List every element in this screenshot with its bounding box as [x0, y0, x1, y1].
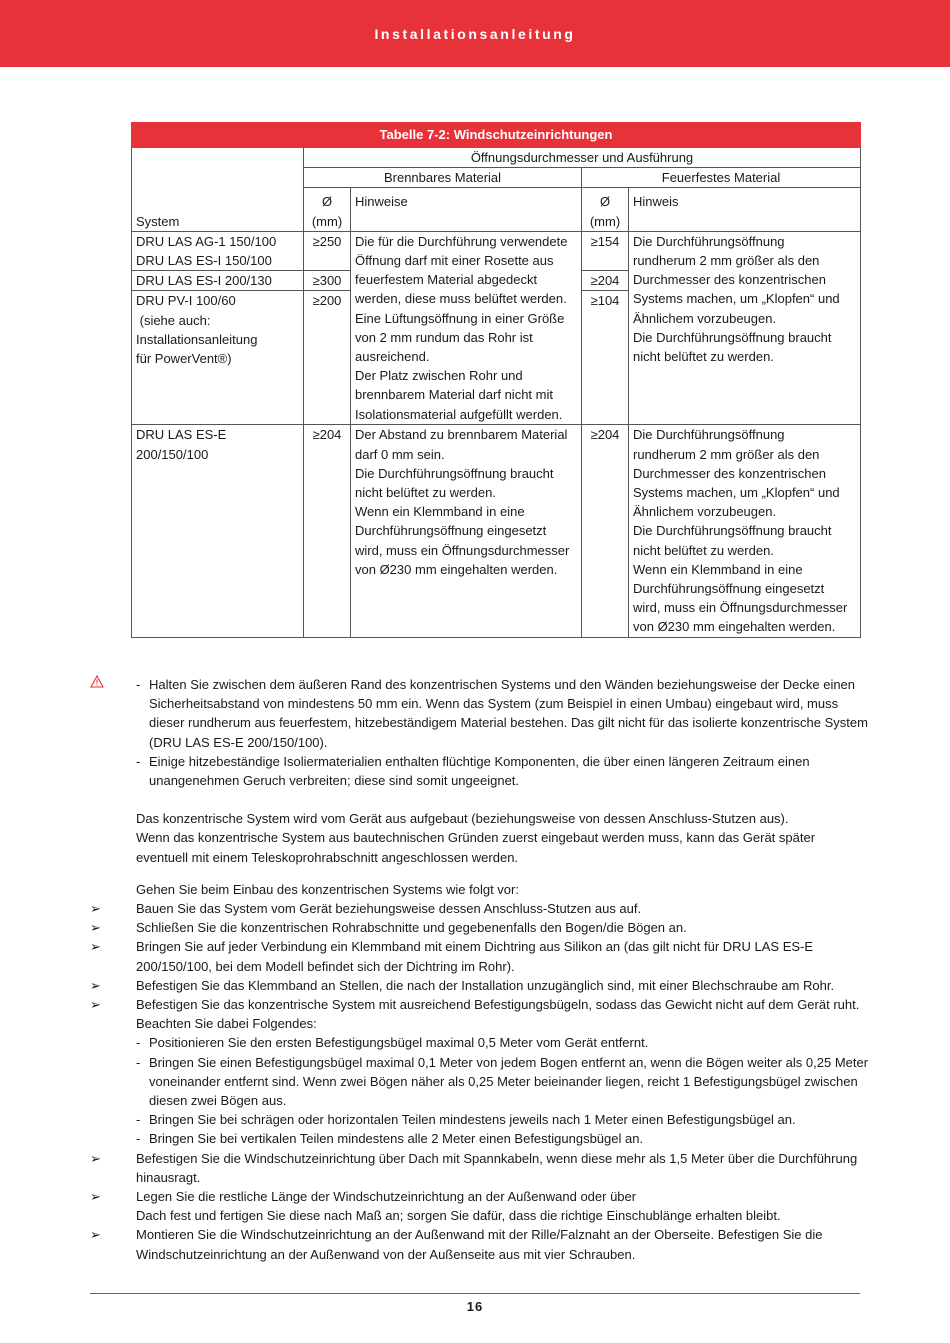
system-cell: DRU LAS ES-I 200/130	[132, 271, 304, 291]
page-number: 16	[466, 1299, 484, 1314]
note-line: Wenn ein Klemmband in eine	[355, 504, 525, 520]
note-line: von 2 mm rundum das Rohr ist	[355, 329, 533, 345]
step-text: Schließen Sie die konzentrischen Rohrabschnitte und gegebenenfalls den Bogen/die Bögen an.	[136, 920, 687, 936]
note-line: Öffnung darf mit einer Rosette aus	[355, 253, 554, 269]
diameter-cell: ≥204	[582, 271, 629, 291]
table-caption: Tabelle 7-2: Windschutzeinrichtungen	[132, 123, 861, 148]
note-line: Der Platz zwischen Rohr und	[355, 368, 523, 384]
note-line: Eine Lüftungsöffnung in einer Größe	[355, 310, 565, 326]
note-line: Die Durchführungsöffnung braucht	[633, 329, 832, 345]
col-group-flammable: Brennbares Material	[304, 168, 582, 188]
note-line: ausreichend.	[355, 349, 430, 365]
note-line: Der Abstand zu brennbarem Material	[355, 427, 568, 443]
step-text: Bringen Sie auf jeder Verbindung ein Klemmband mit einem Dichtring aus Silikon an (das gilt nicht für DRU LAS ES-E 200/150/100, bei dem Modell befindet sich der Dichtring im Rohr).	[136, 939, 814, 974]
note-line: Die für die Durchführung verwendete	[355, 233, 568, 249]
system-note: Installationsanleitung	[136, 331, 258, 347]
note-line: Die Durchführungsöffnung braucht	[355, 465, 554, 481]
step-text: Befestigen Sie die Windschutzeinrichtung über Dach mit Spannkabeln, wenn diese mehr als 1,5 Meter über die Durchführung hinausragt.	[136, 1150, 858, 1185]
header-title: Installationsanleitung	[374, 25, 576, 42]
footer-divider	[90, 1293, 860, 1294]
col-system-label: System	[136, 213, 180, 229]
sub-item: - Bringen Sie bei vertikalen Teilen mindestens alle 2 Meter einen Befestigungsbügel an.	[136, 1129, 870, 1148]
arrow-bullet-icon: ➢	[90, 1150, 101, 1166]
note-line: Ähnlichem vorzubeugen.	[633, 310, 777, 326]
note-line: Wenn ein Klemmband in eine	[633, 561, 803, 577]
step-item	[90, 918, 870, 937]
warning-item: - Halten Sie zwischen dem äußeren Rand des konzentrischen Systems und den Wänden beziehungsweise der Decke einen Sicherheitsabstand von mindestens 50 mm ein. Wenn das System (zum Beispiel in einen Umbau) eingebaut wird, muss dieser rundherum aus feuerfestem, hitzebeständigem Material bestehen. Das gilt nicht für das isolierte konzentrische System (DRU LAS ES-E 200/150/100).	[136, 675, 870, 752]
diameter-cell: ≥204	[304, 425, 351, 637]
note-line: nicht belüftet zu werden.	[633, 542, 774, 558]
table-row	[132, 231, 861, 270]
step-text: Legen Sie die restliche Länge der Windschutzeinrichtung an der Außenwand oder über	[136, 1189, 637, 1205]
note-line: wird, muss ein Öffnungsdurchmesser	[355, 542, 570, 558]
windshield-table	[131, 122, 861, 638]
note-line: von Ø230 mm eingehalten werden.	[633, 619, 836, 635]
arrow-bullet-icon: ➢	[90, 920, 101, 936]
system-name: DRU LAS ES-I 150/100	[136, 253, 272, 269]
system-cell	[132, 231, 304, 270]
system-name: DRU PV-I 100/60	[136, 293, 236, 309]
note-line: Durchmesser des konzentrischen	[633, 272, 826, 288]
note-line: nicht belüftet zu werden.	[355, 485, 496, 501]
arrow-bullet-icon: ➢	[90, 1227, 101, 1243]
diam-unit: (mm)	[311, 213, 343, 229]
note-line: Systems machen, um „Klopfen“ und	[633, 485, 840, 501]
note-line: von Ø230 mm eingehalten werden.	[355, 561, 558, 577]
step-item	[90, 976, 870, 995]
group-header: Öffnungsdurchmesser und Ausführung	[304, 148, 861, 168]
note-line: Isolationsmaterial aufgefüllt werden.	[355, 406, 563, 422]
paragraph	[90, 809, 870, 867]
table-row	[132, 425, 861, 637]
note-line: Durchführungsöffnung eingesetzt	[355, 523, 547, 539]
note-line: wird, muss ein Öffnungsdurchmesser	[633, 600, 848, 616]
system-name: DRU LAS AG-1 150/100	[136, 233, 277, 249]
step-item	[90, 1149, 870, 1187]
step-item	[90, 1225, 870, 1263]
note-cell	[351, 425, 582, 637]
paragraph-line: Das konzentrische System wird vom Gerät aus aufgebaut (beziehungsweise von dessen Anschluss-Stutzen aus).	[136, 811, 789, 827]
diam-unit: (mm)	[589, 213, 621, 229]
col-group-fireproof: Feuerfestes Material	[582, 168, 861, 188]
diam-symbol: Ø	[321, 194, 333, 210]
arrow-bullet-icon: ➢	[90, 997, 101, 1013]
diameter-cell: ≥104	[582, 291, 629, 425]
arrow-bullet-icon: ➢	[90, 939, 101, 955]
note-line: Systems machen, um „Klopfen“ und	[633, 291, 840, 307]
step-item	[90, 995, 870, 1149]
note-line: Ähnlichem vorzubeugen.	[633, 504, 777, 520]
diameter-cell: ≥250	[304, 231, 351, 270]
note-line: werden, diese muss belüftet werden.	[355, 291, 567, 307]
sub-item: - Positionieren Sie den ersten Befestigungsbügel maximal 0,5 Meter vom Gerät entfernt.	[136, 1033, 870, 1052]
system-note: für PowerVent®)	[136, 351, 232, 367]
step-item	[90, 937, 870, 975]
note-line: Die Durchführungsöffnung	[633, 233, 785, 249]
step-text: Befestigen Sie das konzentrische System mit ausreichend Befestigungsbügeln, sodass das Gewicht nicht auf dem Gerät ruht. Beachten Sie dabei Folgendes:	[136, 997, 860, 1032]
note-line: rundherum 2 mm größer als den	[633, 253, 820, 269]
sub-item: - Bringen Sie einen Befestigungsbügel maximal 0,1 Meter von jedem Bogen entfernt an, wenn die Bögen weiter als 0,25 Meter voneinander entfernt sind. Wenn zwei Bögen näher als 0,25 Meter beieinander liegen, reicht 1 Befestigungsbügel zwischen diesen zwei Bögen aus.	[136, 1053, 870, 1111]
instructions	[90, 675, 870, 1264]
step-item	[90, 1187, 870, 1225]
note-line: Die Durchführungsöffnung braucht	[633, 523, 832, 539]
sub-item: - Bringen Sie bei schrägen oder horizontalen Teilen mindestens jeweils nach 1 Meter einen Befestigungsbügel an.	[136, 1110, 870, 1129]
system-cell	[132, 291, 304, 425]
col-notes-1: Hinweise	[351, 188, 582, 231]
note-cell	[351, 231, 582, 425]
col-notes-2: Hinweis	[629, 188, 861, 231]
diameter-cell: ≥204	[582, 425, 629, 637]
diameter-cell: ≥300	[304, 271, 351, 291]
warning-block	[90, 675, 870, 790]
warning-item: - Einige hitzebeständige Isoliermaterialien enthalten flüchtige Komponenten, die über einen längeren Zeitraum einen unangenehmen Geruch verbreiten; diese sind somit ungeeignet.	[136, 752, 870, 790]
note-line: nicht belüftet zu werden.	[633, 349, 774, 365]
page-header	[0, 0, 950, 67]
step-text: Befestigen Sie das Klemmband an Stellen, die nach der Installation unzugänglich sind, mit einer Blechschraube am Rohr.	[136, 977, 835, 993]
note-line: Die Durchführungsöffnung	[633, 427, 785, 443]
note-line: Durchmesser des konzentrischen	[633, 465, 826, 481]
system-cell: DRU LAS ES-E 200/150/100	[132, 425, 304, 637]
note-cell	[629, 231, 861, 425]
note-cell	[629, 425, 861, 637]
note-line: rundherum 2 mm größer als den	[633, 446, 820, 462]
steps-intro: Gehen Sie beim Einbau des konzentrischen Systems wie folgt vor:	[136, 881, 519, 897]
diam-symbol: Ø	[599, 194, 611, 210]
arrow-bullet-icon: ➢	[90, 977, 101, 993]
system-note: (siehe auch:	[136, 312, 211, 328]
col-diam-1	[304, 188, 351, 231]
step-text: Montieren Sie die Windschutzeinrichtung an der Außenwand mit der Rille/Falznaht an der Oberseite. Befestigen Sie die Windschutzeinrichtung an der Außenwand von der Außenseite aus mit vier Schrauben.	[136, 1227, 823, 1262]
note-line: Durchführungsöffnung eingesetzt	[633, 581, 825, 597]
step-text: Dach fest und fertigen Sie diese nach Maß an; sorgen Sie dafür, dass die richtige Einschublänge erhalten bleibt.	[136, 1208, 781, 1224]
note-line: darf 0 mm sein.	[355, 446, 445, 462]
arrow-bullet-icon: ➢	[90, 1189, 101, 1205]
warning-triangle-icon	[90, 675, 106, 691]
note-line: feuerfestem Material abgedeckt	[355, 272, 538, 288]
paragraph-line: Wenn das konzentrische System aus bautechnischen Gründen zuerst eingebaut werden muss, kann das Gerät später eventuell mit einem Teleskoprohrabschnitt angeschlossen werden.	[136, 830, 816, 865]
note-line: brennbarem Material darf nicht mit	[355, 387, 553, 403]
step-text: Bauen Sie das System vom Gerät beziehungsweise dessen Anschluss-Stutzen aus auf.	[136, 901, 642, 917]
col-diam-2	[582, 188, 629, 231]
step-item	[90, 899, 870, 918]
diameter-cell: ≥200	[304, 291, 351, 425]
arrow-bullet-icon: ➢	[90, 901, 101, 917]
col-system-header	[132, 148, 304, 232]
diameter-cell: ≥154	[582, 231, 629, 270]
